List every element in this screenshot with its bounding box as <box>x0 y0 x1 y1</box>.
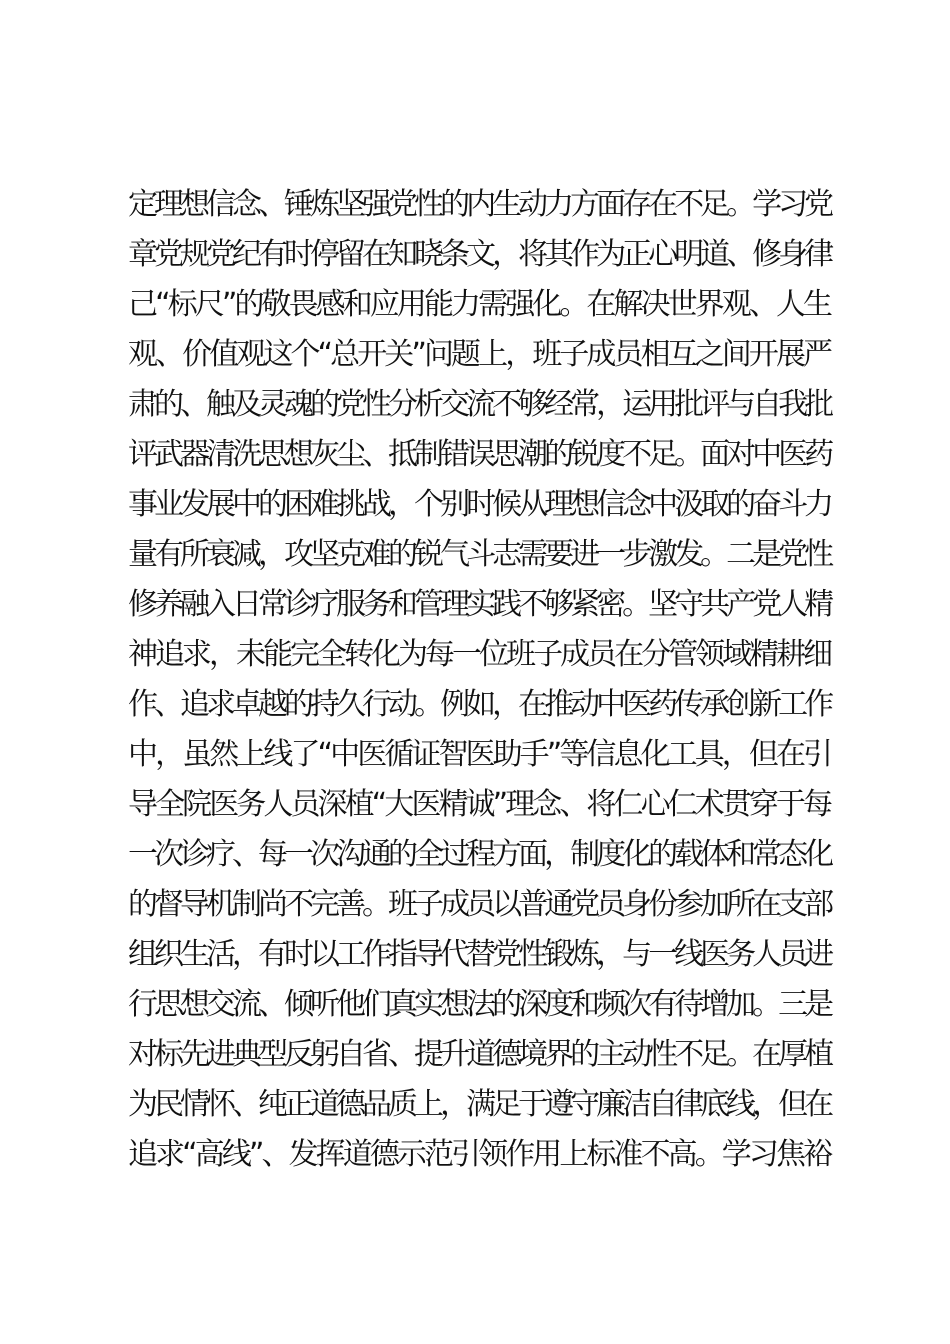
text-line-1: 定理想信念、锤炼坚强党性的内生动力方面存在不足。学习党 <box>128 187 830 222</box>
text-line-7: 事业发展中的困难挑战，个别时候从理想信念中汲取的奋斗力 <box>128 487 830 522</box>
text-line-4: 观、价值观这个“总开关”问题上，班子成员相互之间开展严 <box>128 337 830 372</box>
text-line-18: 对标先进典型反躬自省、提升道德境界的主动性不足。在厚植 <box>128 1037 830 1072</box>
text-line-20: 追求“高线”、发挥道德示范引领作用上标准不高。学习焦裕 <box>128 1137 830 1172</box>
text-line-13: 导全院医务人员深植“大医精诚”理念、将仁心仁术贯穿于每 <box>128 787 830 822</box>
text-line-12: 中，虽然上线了“中医循证智医助手”等信息化工具，但在引 <box>128 737 830 772</box>
text-line-6: 评武器清洗思想灰尘、抵制错误思潮的锐度不足。面对中医药 <box>128 437 830 472</box>
text-line-5: 肃的、触及灵魂的党性分析交流不够经常，运用批评与自我批 <box>128 387 830 422</box>
text-line-15: 的督导机制尚不完善。班子成员以普通党员身份参加所在支部 <box>128 887 830 922</box>
text-line-11: 作、追求卓越的持久行动。例如，在推动中医药传承创新工作 <box>128 687 830 722</box>
text-line-19: 为民情怀、纯正道德品质上，满足于遵守廉洁自律底线，但在 <box>128 1087 830 1122</box>
text-line-8: 量有所衰减，攻坚克难的锐气斗志需要进一步激发。二是党性 <box>128 537 830 572</box>
text-line-9: 修养融入日常诊疗服务和管理实践不够紧密。坚守共产党人精 <box>128 587 830 622</box>
text-line-14: 一次诊疗、每一次沟通的全过程方面，制度化的载体和常态化 <box>128 837 830 872</box>
text-line-2: 章党规党纪有时停留在知晓条文，将其作为正心明道、修身律 <box>128 237 830 272</box>
text-line-10: 神追求，未能完全转化为每一位班子成员在分管领域精耕细 <box>128 637 830 672</box>
body-paragraph <box>128 183 830 1183</box>
text-line-16: 组织生活，有时以工作指导代替党性锻炼，与一线医务人员进 <box>128 937 830 972</box>
text-line-17: 行思想交流、倾听他们真实想法的深度和频次有待增加。三是 <box>128 987 830 1022</box>
text-line-3: 己“标尺”的敬畏感和应用能力需强化。在解决世界观、人生 <box>128 287 830 322</box>
